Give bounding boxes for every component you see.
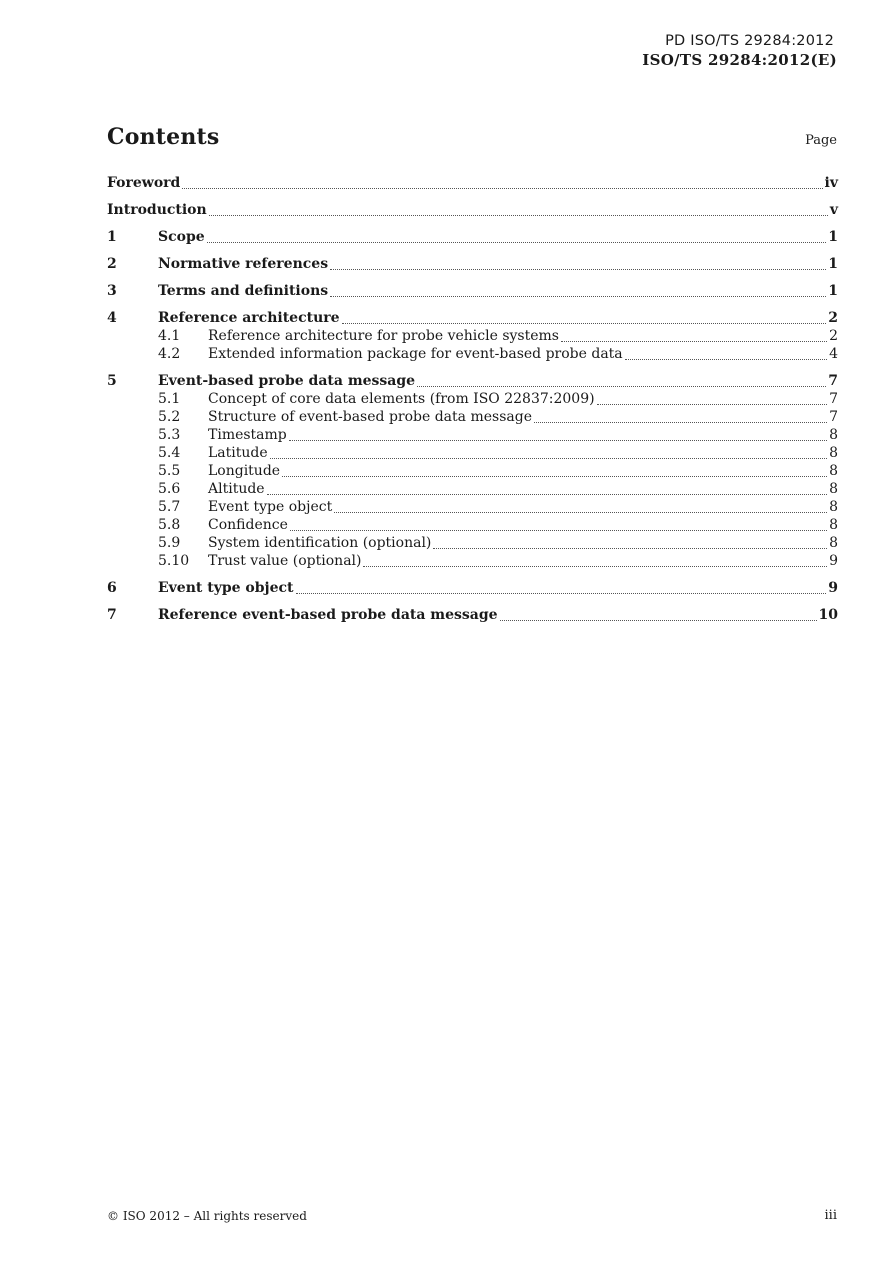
toc-entry-page: 2: [828, 310, 838, 326]
toc-entry[interactable]: [107, 202, 838, 220]
toc-leader-dots: [500, 619, 817, 621]
toc-entry[interactable]: [107, 256, 838, 274]
toc-entry[interactable]: [107, 517, 838, 535]
toc-entry-number: 5.4: [158, 445, 181, 461]
toc-entry-page: 8: [829, 535, 838, 551]
toc-entry-page: 1: [828, 256, 838, 272]
footer-copyright: © ISO 2012 – All rights reserved: [107, 1209, 307, 1223]
toc-leader-dots: [182, 187, 822, 189]
toc-leader-dots: [334, 511, 827, 513]
toc-entry-page: 9: [828, 580, 838, 596]
toc-entry-number: 6: [107, 580, 117, 596]
toc-entry-label: Reference architecture for probe vehicle systems: [208, 328, 559, 344]
toc-leader-dots: [417, 385, 826, 387]
toc-leader-dots: [534, 421, 827, 423]
toc-entry-page: 8: [829, 481, 838, 497]
toc-entry-page: iv: [824, 175, 838, 191]
toc-entry-label: Terms and definitions: [158, 283, 329, 299]
toc-entry-label: Timestamp: [208, 427, 287, 443]
toc-entry[interactable]: [107, 607, 838, 625]
toc-entry[interactable]: [107, 580, 838, 598]
toc-entry-label: Reference event-based probe data message: [158, 607, 498, 623]
toc-entry[interactable]: [107, 373, 838, 391]
toc-entry[interactable]: [107, 310, 838, 328]
toc-entry-page: v: [829, 202, 838, 218]
toc-entry-page: 8: [829, 499, 838, 515]
toc-entry-page: 2: [829, 328, 838, 344]
toc-entry-label: Introduction: [107, 202, 207, 218]
toc-entry-number: 5.10: [158, 553, 190, 569]
toc-entry-number: 5.9: [158, 535, 181, 551]
toc-entry-number: 5.3: [158, 427, 181, 443]
toc-entry-page: 4: [829, 346, 838, 362]
toc-entry-number: 3: [107, 283, 117, 299]
toc-entry-number: 5: [107, 373, 117, 389]
toc-entry-page: 8: [829, 445, 838, 461]
toc-entry-number: 5.8: [158, 517, 181, 533]
page-column-label: Page: [805, 133, 837, 148]
toc-leader-dots: [289, 439, 827, 441]
toc-entry-label: Altitude: [208, 481, 265, 497]
toc-entry-label: Trust value (optional): [208, 553, 362, 569]
toc-entry-label: Longitude: [208, 463, 281, 479]
toc-entry[interactable]: [107, 463, 838, 481]
toc-entry-label: Confidence: [208, 517, 288, 533]
toc-entry-label: Foreword: [107, 175, 181, 191]
toc-leader-dots: [270, 457, 827, 459]
toc-entry-number: 5.2: [158, 409, 181, 425]
toc-entry-page: 8: [829, 427, 838, 443]
toc-entry-label: Normative references: [158, 256, 329, 272]
toc-entry-label: Extended information package for event-based probe data: [208, 346, 623, 362]
toc-entry[interactable]: [107, 229, 838, 247]
toc-leader-dots: [267, 493, 827, 495]
toc-leader-dots: [433, 547, 827, 549]
toc-leader-dots: [290, 529, 827, 531]
toc-entry[interactable]: [107, 553, 838, 571]
toc-leader-dots: [296, 592, 827, 594]
toc-entry-label: Reference architecture: [158, 310, 340, 326]
toc-entry-number: 1: [107, 229, 117, 245]
toc-entry[interactable]: [107, 499, 838, 517]
toc-entry-number: 5.5: [158, 463, 181, 479]
toc-entry-label: Event type object: [208, 499, 333, 515]
toc-entry[interactable]: [107, 427, 838, 445]
toc-entry[interactable]: [107, 328, 838, 346]
toc-entry-number: 5.6: [158, 481, 181, 497]
toc-leader-dots: [330, 295, 826, 297]
toc-leader-dots: [330, 268, 826, 270]
toc-entry-number: 4.2: [158, 346, 181, 362]
toc-entry-page: 8: [829, 517, 838, 533]
toc-entry-label: System identification (optional): [208, 535, 432, 551]
toc-entry[interactable]: [107, 346, 838, 364]
toc-entry-label: Structure of event-based probe data message: [208, 409, 532, 425]
toc-entry-label: Event-based probe data message: [158, 373, 416, 389]
contents-title: Contents: [107, 124, 220, 150]
toc-entry-page: 10: [818, 607, 838, 623]
toc-entry[interactable]: [107, 283, 838, 301]
footer-page-number: iii: [824, 1208, 837, 1223]
toc-entry-page: 9: [829, 553, 838, 569]
toc-entry-page: 7: [829, 391, 838, 407]
toc-entry-label: Event type object: [158, 580, 294, 596]
toc-entry[interactable]: [107, 445, 838, 463]
toc-entry-page: 1: [828, 229, 838, 245]
toc-leader-dots: [282, 475, 827, 477]
toc-leader-dots: [597, 403, 827, 405]
toc-entry[interactable]: [107, 409, 838, 427]
toc-entry-number: 4.1: [158, 328, 181, 344]
toc-leader-dots: [207, 241, 827, 243]
toc-entry-label: Latitude: [208, 445, 268, 461]
header-standard-id: PD ISO/TS 29284:2012: [665, 33, 834, 49]
toc-entry-number: 5.1: [158, 391, 181, 407]
toc-leader-dots: [342, 322, 827, 324]
toc-leader-dots: [625, 358, 827, 360]
toc-entry-number: 5.7: [158, 499, 181, 515]
toc-entry[interactable]: [107, 481, 838, 499]
toc-entry-label: Concept of core data elements (from ISO 22837:2009): [208, 391, 595, 407]
header-standard-edition: ISO/TS 29284:2012(E): [642, 51, 837, 69]
toc-leader-dots: [363, 565, 827, 567]
toc-entry-number: 2: [107, 256, 117, 272]
toc-leader-dots: [209, 214, 828, 216]
toc-entry[interactable]: [107, 175, 838, 193]
toc-entry-number: 7: [107, 607, 117, 623]
toc-entry-page: 1: [828, 283, 838, 299]
toc-entry-page: 7: [828, 373, 838, 389]
toc-entry-page: 7: [829, 409, 838, 425]
toc-entry-number: 4: [107, 310, 117, 326]
toc-entry-page: 8: [829, 463, 838, 479]
toc-entry[interactable]: [107, 391, 838, 409]
toc-entry[interactable]: [107, 535, 838, 553]
toc-entry-label: Scope: [158, 229, 205, 245]
toc-leader-dots: [561, 340, 827, 342]
